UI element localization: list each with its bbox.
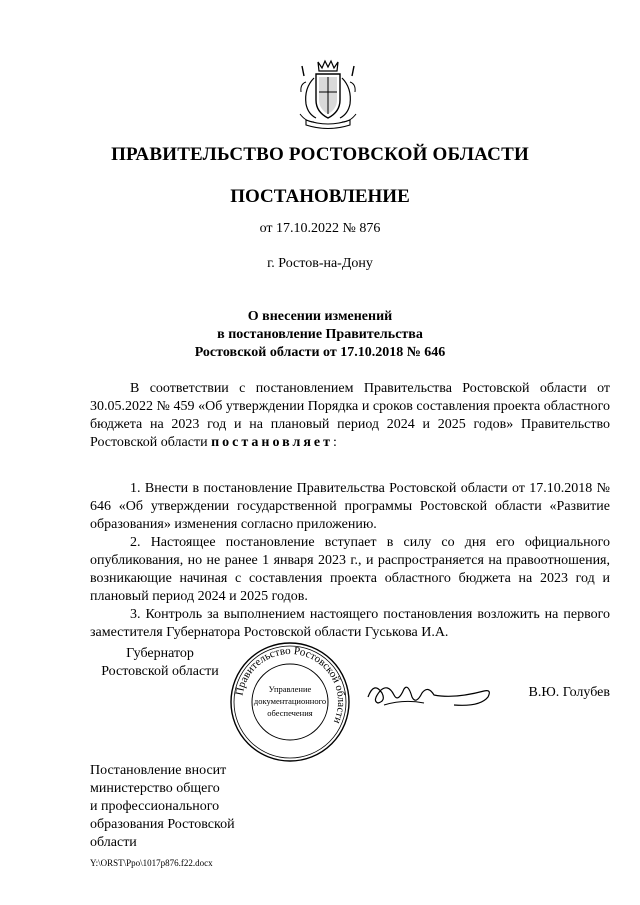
initiator-line: образования Ростовской — [90, 817, 235, 832]
preamble-paragraph — [90, 380, 610, 452]
initiator-line: области — [90, 835, 137, 850]
initiator-block — [90, 762, 260, 852]
file-path: Y:\ORST\Ppo\1017p876.f22.docx — [90, 858, 213, 868]
position-line: Губернатор — [126, 646, 194, 661]
initiator-line: Постановление вносит — [90, 763, 227, 778]
decree-word: постановляет — [211, 435, 334, 450]
decree-item-1: 1. Внести в постановление Правительства Ростовской области от 17.10.2018 № 646 «Об утверждении государственной программы Ростовской области «Развитие образования» изменения согласно приложению. — [90, 481, 610, 532]
official-stamp — [228, 640, 352, 764]
subject-line: О внесении изменений — [247, 309, 393, 324]
signatory-name: В.Ю. Голубев — [528, 685, 610, 700]
stamp-inner-line: Управление — [268, 684, 312, 694]
preamble-end: : — [333, 435, 337, 450]
subject-line: Ростовской области от 17.10.2018 № 646 — [194, 345, 446, 360]
decree-item-2: 2. Настоящее постановление вступает в силу со дня его официального опубликования, но не ранее 1 января 2023 г., и распространяется на правоотношения, возникающие начиная с составления проекта областного бюджета на 2023 год и плановый период 2024 и 2025 годов. — [90, 535, 610, 604]
preamble — [90, 380, 610, 452]
coat-of-arms-icon — [296, 58, 360, 132]
city: г. Ростов-на-Дону — [267, 256, 373, 271]
decree-item-3: 3. Контроль за выполнением настоящего постановления возложить на первого заместителя Губернатора Ростовской области Гуськова И.А. — [90, 607, 610, 640]
stamp-inner-line: документационного — [253, 696, 327, 706]
preamble-text: В соответствии с постановлением Правительства Ростовской области от 30.05.2022 № 459 «Об утверждении Порядка и сроков составления проекта областного бюджета на 2023 год и на плановый период 2024 и 2025 годов» Правительство Ростовской области — [90, 381, 610, 450]
stamp-ring-text: Правительство Ростовской области — [233, 644, 348, 726]
document-type: ПОСТАНОВЛЕНИЕ — [230, 186, 410, 207]
document-subject — [0, 308, 640, 362]
organization-title: ПРАВИТЕЛЬСТВО РОСТОВСКОЙ ОБЛАСТИ — [111, 144, 529, 165]
position-line: Ростовской области — [101, 664, 219, 679]
initiator-line: министерство общего — [90, 781, 220, 796]
handwritten-signature-icon — [364, 675, 494, 715]
signatory-position — [90, 645, 230, 681]
stamp-inner-line: обеспечения — [267, 708, 313, 718]
date-and-number: от 17.10.2022 № 876 — [259, 221, 381, 236]
subject-line: в постановление Правительства — [217, 327, 423, 342]
decree-items — [90, 480, 610, 642]
initiator-line: и профессионального — [90, 799, 220, 814]
